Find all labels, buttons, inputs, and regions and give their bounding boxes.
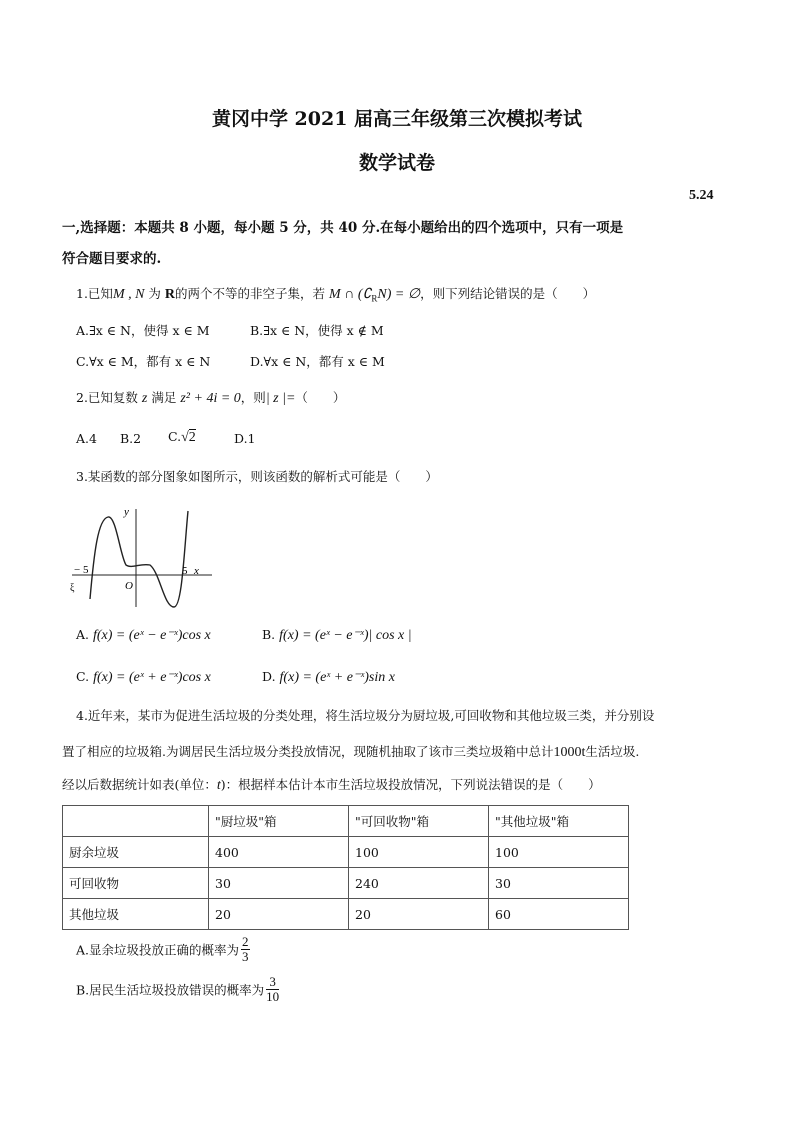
question-1-option-a: A.∃x ∈ N，使得 x ∈ M: [76, 323, 210, 338]
question-2-option-c: C.√2: [168, 429, 196, 445]
question-1-stem: 1.已知M , N 为 R的两个不等的非空子集，若 M ∩ $(∁_RN)$ = ∅，则下列结论错误的是（ ）: [76, 286, 596, 304]
origin-label: O: [125, 580, 133, 592]
function-graph: [68, 503, 218, 609]
side-mark: ξ: [70, 583, 75, 594]
table-cell: 20: [209, 899, 349, 930]
table-cell: 400: [209, 837, 349, 868]
table-cell: 100: [489, 837, 629, 868]
table-row: [63, 868, 629, 899]
question-4-option-b: B.居民生活垃圾投放错误的概率为 $\frac{3}{10}$: [76, 974, 280, 1004]
exam-title: 黄冈中学 2021 届高三年级第三次模拟考试: [211, 108, 583, 130]
table-header-cell: "其他垃圾"箱: [489, 806, 629, 837]
table-header-cell: "厨垃圾"箱: [209, 806, 349, 837]
question-2-option-d: D.1: [234, 431, 256, 446]
section-heading-line2: 符合题目要求的.: [62, 251, 162, 267]
question-3-option-a: A. f(x) = (eˣ − e⁻ˣ)cos x: [76, 627, 211, 643]
question-4-line3: 经以后数据统计如表(单位：t)：根据样本估计本市生活垃圾投放情况，下列说法错误的是（ ）: [62, 777, 601, 793]
table-cell: 60: [489, 899, 629, 930]
sqrt-symbol: √: [181, 430, 189, 445]
table-row: [63, 837, 629, 868]
function-curve: [90, 511, 188, 607]
question-1-option-c: C.∀x ∈ M，都有 x ∈ N: [76, 354, 211, 369]
exam-date: 5.24: [689, 188, 714, 203]
tick-label-5: 5: [182, 565, 188, 577]
question-4-line2: 置了相应的垃圾箱.为调居民生活垃圾分类投放情况，现随机抽取了该市三类垃圾箱中总计1000t生活垃圾.: [62, 744, 640, 760]
table-cell: 其他垃圾: [63, 899, 209, 930]
table-cell: 30: [489, 868, 629, 899]
table-header-cell: "可回收物"箱: [349, 806, 489, 837]
question-4-line1: 4.近年来，某市为促进生活垃圾的分类处理，将生活垃圾分为厨垃圾,可回收物和其他垃圾三类，并分别设: [76, 708, 655, 723]
question-2-option-b: B.2: [120, 431, 142, 446]
question-4-option-a: A.显余垃圾投放正确的概率为 $\frac{2}{3}$: [76, 934, 249, 964]
question-3-option-d: D. f(x) = (eˣ + e⁻ˣ)sin x: [262, 669, 395, 685]
fraction-two-thirds: $\frac{2}{3}$: [242, 934, 249, 964]
question-1-option-b: B.∃x ∈ N，使得 x ∉ M: [250, 323, 384, 338]
table-cell: 30: [209, 868, 349, 899]
x-axis-label: x: [194, 565, 199, 577]
table-header-cell: [63, 806, 209, 837]
question-3-stem: 3.某函数的部分图象如图所示，则该函数的解析式可能是（ ）: [76, 469, 438, 484]
table-cell: 可回收物: [63, 868, 209, 899]
garbage-data-table: [62, 805, 629, 930]
table-cell: 厨余垃圾: [63, 837, 209, 868]
fraction-three-tenths: $\frac{3}{10}$: [266, 974, 280, 1004]
tick-label-neg5: − 5: [74, 564, 89, 576]
table-cell: 240: [349, 868, 489, 899]
section-heading-line1: 一,选择题：本题共 8 小题，每小题 5 分，共 40 分.在每小题给出的四个选项中，只有一项是: [62, 220, 624, 236]
table-cell: 100: [349, 837, 489, 868]
table-header-row: [63, 806, 629, 837]
question-2-stem: 2.已知复数 z 满足 z² + 4i = 0，则| z |=（ ）: [76, 390, 346, 406]
y-axis-label: y: [124, 506, 129, 518]
question-3-option-c: C. f(x) = (eˣ + e⁻ˣ)cos x: [76, 669, 211, 685]
table-row: [63, 899, 629, 930]
question-2-option-a: A.4: [76, 431, 97, 446]
exam-subtitle: 数学试卷: [358, 152, 435, 174]
question-1-option-d: D.∀x ∈ N，都有 x ∈ M: [250, 354, 385, 369]
question-3-option-b: B. f(x) = (eˣ − e⁻ˣ)| cos x |: [262, 627, 412, 643]
table-cell: 20: [349, 899, 489, 930]
